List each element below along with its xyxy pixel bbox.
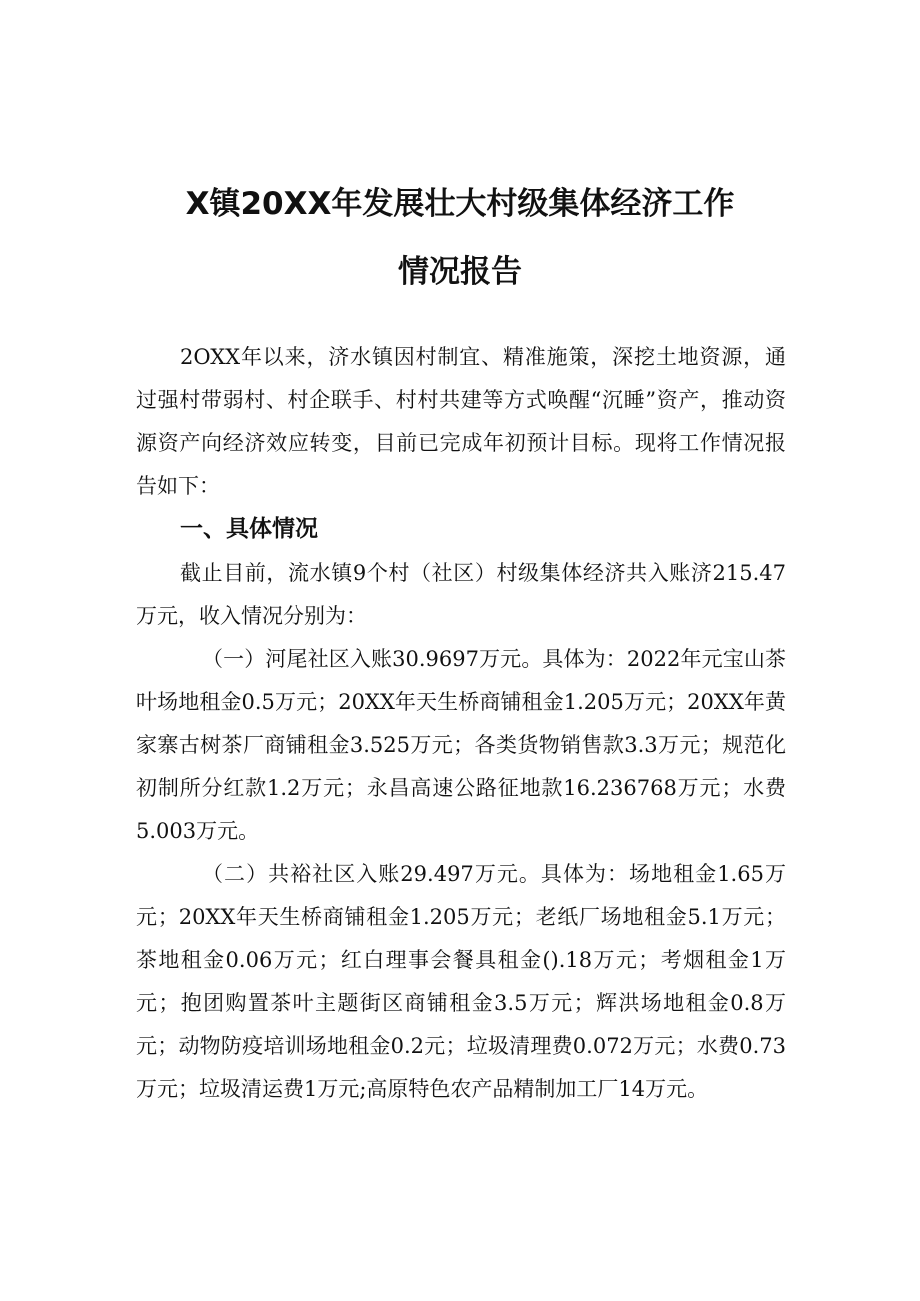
intro-paragraph: 2OXX年以来，济水镇因村制宜、精准施策，深挖土地资源，通过强村带弱村、村企联手、村村共建等方式唤醒“沉睡”资产，推动资源资产向经济效应转变，目前已完成年初预计目标。现将工作情况报告如下： bbox=[136, 345, 786, 498]
document-title-line-1: X镇20XX年发展壮大村级集体经济工作 bbox=[185, 186, 735, 222]
section-heading-specific-situation: 一、具体情况 bbox=[180, 516, 318, 542]
summary-paragraph: 截止目前，流水镇9个村（社区）村级集体经济共入账济215.47万元，收入情况分别为： bbox=[136, 561, 786, 628]
item-paragraph-gongyu-community: （二）共裕社区入账29.497万元。具体为：场地租金1.65万元；20XX年天生桥商铺租金1.205万元；老纸厂场地租金5.1万元；茶地租金0.06万元；红白理事会餐具租金().18万元；考烟租金1万元；抱团购置茶叶主题街区商铺租金3.5万元；辉洪场地租金0.8万元；动物防疫培训场地租金0.2元；垃圾清理费0.072万元；水费0.73万元；垃圾清运费1万元;高原特色农产品精制加工厂14万元。 bbox=[136, 862, 786, 1101]
item-paragraph-heweu-community: （一）河尾社区入账30.9697万元。具体为：2022年元宝山茶叶场地租金0.5万元；20XX年天生桥商铺租金1.205万元；20XX年黄家寨古树茶厂商铺租金3.525万元；各类货物销售款3.3万元；规范化初制所分红款1.2万元；永昌高速公路征地款16.236768万元；水费5.003万元。 bbox=[136, 647, 786, 843]
document-title-line-2: 情况报告 bbox=[398, 254, 522, 290]
